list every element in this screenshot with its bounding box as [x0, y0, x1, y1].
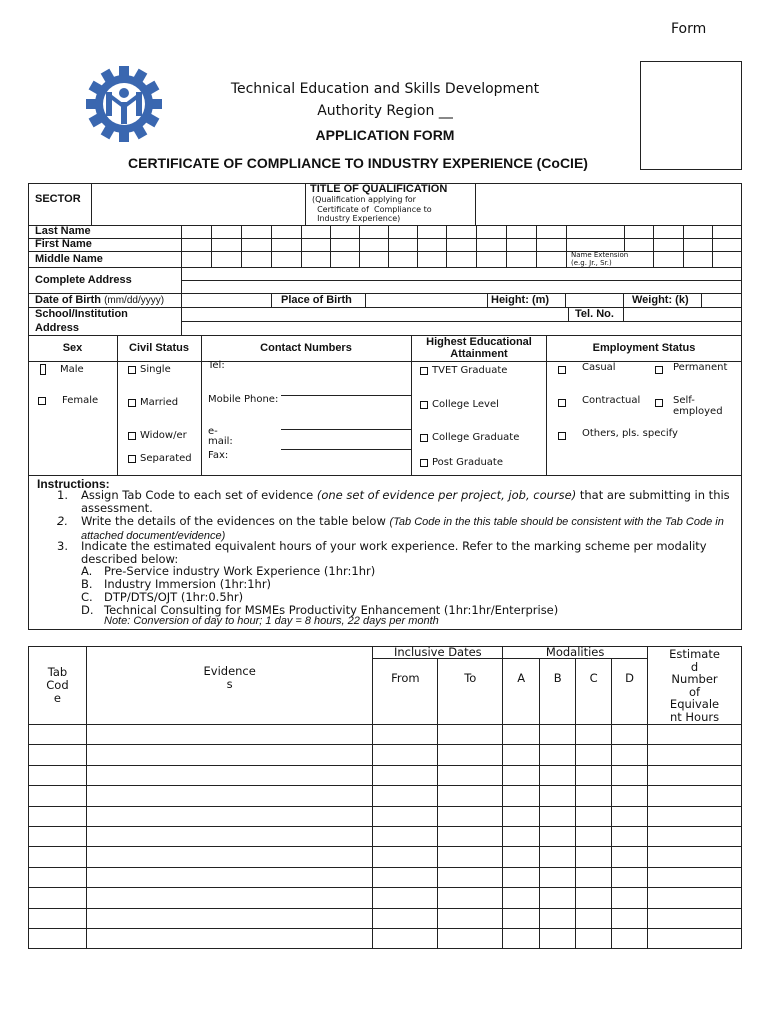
- sector-label: SECTOR: [35, 193, 81, 205]
- evidence-cell[interactable]: [540, 888, 576, 908]
- modality-list: [81, 565, 558, 617]
- photo-box[interactable]: [640, 61, 742, 170]
- evidence-table: [28, 646, 742, 949]
- evidence-cell[interactable]: [648, 725, 742, 745]
- modality-c-text: DTP/DTS/OJT (1hr:0.5hr): [104, 590, 244, 604]
- tesda-logo-icon: [86, 66, 162, 142]
- instruction-3-number: 3.: [57, 539, 68, 553]
- evidence-cell[interactable]: [540, 745, 576, 765]
- email-label: e- mail:: [208, 426, 233, 447]
- mobile-phone-field[interactable]: [281, 395, 411, 396]
- instruction-2-number: 2.: [57, 514, 68, 528]
- place-of-birth-field[interactable]: [366, 294, 487, 307]
- fax-field[interactable]: [281, 449, 411, 450]
- evidence-cell[interactable]: [648, 928, 742, 948]
- evidence-cell[interactable]: [540, 847, 576, 867]
- checkbox-icon: [128, 399, 136, 407]
- tvet-label: TVET Graduate: [432, 365, 508, 376]
- evidence-cell[interactable]: [29, 786, 87, 806]
- evidence-cell[interactable]: [576, 928, 612, 948]
- evidence-cell[interactable]: [86, 725, 373, 745]
- evidence-row: [29, 847, 742, 867]
- evidence-cell[interactable]: [438, 908, 503, 928]
- checkbox-icon: [128, 366, 136, 374]
- height-field[interactable]: [566, 294, 623, 307]
- evidence-row: [29, 908, 742, 928]
- evidence-cell[interactable]: [503, 765, 540, 785]
- widower-label: Widow/er: [140, 430, 187, 441]
- middle-name-label: Middle Name: [35, 253, 103, 265]
- post-graduate-label: Post Graduate: [432, 457, 503, 468]
- evidence-cell[interactable]: [373, 928, 438, 948]
- civil-status-header: Civil Status: [129, 342, 189, 354]
- modality-d-text: Technical Consulting for MSMEs Productivity Enhancement (1hr:1hr/Enterprise): [104, 603, 559, 617]
- modality-d: D. Technical Consulting for MSMEs Productivity Enhancement (1hr:1hr/Enterprise): [81, 603, 559, 617]
- evidence-row: [29, 928, 742, 948]
- evidence-row: [29, 888, 742, 908]
- evidence-cell[interactable]: [86, 765, 373, 785]
- last-name-label: Last Name: [35, 225, 91, 237]
- evidence-row: [29, 765, 742, 785]
- checkbox-icon: [655, 366, 663, 374]
- weight-field[interactable]: [702, 294, 742, 307]
- education-header: Highest Educational Attainment: [426, 336, 532, 360]
- first-name-label: First Name: [35, 238, 92, 250]
- college-level-label: College Level: [432, 399, 499, 410]
- title-of-qualification-label: TITLE OF QUALIFICATION: [310, 183, 448, 195]
- evidence-cell[interactable]: [576, 908, 612, 928]
- evidence-cell[interactable]: [612, 867, 648, 887]
- form-corner-label: Form: [671, 21, 707, 37]
- evidence-cell[interactable]: [503, 725, 540, 745]
- to-header: To: [438, 659, 503, 725]
- evidence-cell[interactable]: [29, 826, 87, 846]
- instruction-3-text: Indicate the estimated equivalent hours of your work experience. Refer to the marking scheme per modality described below:: [81, 539, 707, 566]
- single-label: Single: [140, 364, 171, 375]
- education-option-tvet[interactable]: [420, 365, 507, 376]
- checkbox-icon: [420, 367, 428, 375]
- evidence-cell[interactable]: [29, 745, 87, 765]
- evidence-cell[interactable]: [503, 786, 540, 806]
- evidence-cell[interactable]: [438, 847, 503, 867]
- others-label: Others, pls. specify: [582, 428, 678, 439]
- evidence-cell[interactable]: [540, 806, 576, 826]
- evidence-cell[interactable]: [648, 786, 742, 806]
- title-of-qualification-field[interactable]: [476, 184, 741, 224]
- evidence-cell[interactable]: [648, 847, 742, 867]
- modality-b-text: Industry Immersion (1hr:1hr): [104, 577, 272, 591]
- tel-no-label: Tel. No.: [575, 308, 614, 320]
- mobile-phone-label: Mobile Phone:: [208, 394, 279, 405]
- evidence-cell[interactable]: [503, 888, 540, 908]
- middle-name-field[interactable]: [182, 252, 566, 267]
- evidence-cell[interactable]: [612, 908, 648, 928]
- instruction-2-italic: (Tab Code in the this table should be consistent with the Tab Code in attached document/evidence): [81, 516, 724, 542]
- instruction-1-text-end: that are submitting in this assessment.: [81, 488, 730, 515]
- evidence-cell[interactable]: [86, 888, 373, 908]
- civil-option-separated[interactable]: [128, 453, 192, 464]
- evidence-cell[interactable]: [438, 806, 503, 826]
- evidence-cell[interactable]: [576, 725, 612, 745]
- evidence-cell[interactable]: [86, 826, 373, 846]
- evidence-cell[interactable]: [373, 847, 438, 867]
- evidence-cell[interactable]: [612, 725, 648, 745]
- evidence-row: [29, 867, 742, 887]
- employment-option-casual[interactable]: [558, 362, 616, 374]
- evidence-cell[interactable]: [540, 908, 576, 928]
- complete-address-label: Complete Address: [35, 274, 132, 286]
- instruction-1-number: 1.: [57, 488, 68, 502]
- evidence-cell[interactable]: [503, 826, 540, 846]
- civil-option-widower[interactable]: [128, 430, 187, 441]
- evidence-cell[interactable]: [576, 847, 612, 867]
- dob-format: (mm/dd/yyyy): [104, 295, 165, 306]
- evidence-cell[interactable]: [612, 806, 648, 826]
- permanent-label: Permanent: [673, 362, 728, 373]
- fax-label: Fax:: [208, 450, 229, 461]
- dob-text: Date of Birth: [35, 294, 101, 306]
- checkbox-icon: [558, 366, 566, 374]
- evidence-row: [29, 826, 742, 846]
- evidence-cell[interactable]: [438, 826, 503, 846]
- evidence-cell[interactable]: [503, 806, 540, 826]
- female-label: Female: [62, 395, 99, 406]
- school-address-label: Address: [35, 322, 80, 334]
- casual-label: Casual: [582, 362, 616, 373]
- inclusive-dates-header: Inclusive Dates: [373, 647, 503, 659]
- checkbox-icon: [420, 434, 428, 442]
- sex-option-male[interactable]: [40, 364, 84, 375]
- evidence-cell[interactable]: [503, 847, 540, 867]
- form-title: APPLICATION FORM: [315, 127, 455, 143]
- date-of-birth-field[interactable]: [182, 294, 271, 307]
- evidences-header: Evidence s: [86, 647, 373, 725]
- education-option-post-graduate[interactable]: [420, 457, 503, 468]
- modality-c: C. DTP/DTS/OJT (1hr:0.5hr): [81, 590, 244, 604]
- modalities-header: Modalities: [503, 647, 648, 659]
- sex-option-female[interactable]: [38, 395, 98, 406]
- name-extension-label: Name Extension (e.g. Jr., Sr.): [571, 251, 629, 267]
- evidence-cell[interactable]: [86, 928, 373, 948]
- checkbox-icon: [655, 399, 663, 407]
- evidence-cell[interactable]: [648, 826, 742, 846]
- evidence-cell[interactable]: [576, 745, 612, 765]
- evidence-cell[interactable]: [540, 786, 576, 806]
- evidence-cell[interactable]: [540, 826, 576, 846]
- sector-field[interactable]: [92, 184, 304, 224]
- evidence-cell[interactable]: [503, 867, 540, 887]
- evidence-cell[interactable]: [29, 765, 87, 785]
- form-subtitle: CERTIFICATE OF COMPLIANCE TO INDUSTRY EXPERIENCE (CoCIE): [128, 155, 588, 171]
- org-name-line2: Authority Region __: [317, 103, 453, 119]
- evidence-cell[interactable]: [438, 725, 503, 745]
- evidence-cell[interactable]: [438, 765, 503, 785]
- contact-numbers-header: Contact Numbers: [260, 342, 352, 354]
- evidence-cell[interactable]: [503, 928, 540, 948]
- evidence-cell[interactable]: [29, 847, 87, 867]
- evidence-cell[interactable]: [503, 908, 540, 928]
- instructions-heading: Instructions:: [37, 477, 110, 491]
- checkbox-icon: [38, 397, 46, 405]
- evidence-cell[interactable]: [576, 806, 612, 826]
- weight-label: Weight: (k): [632, 294, 689, 306]
- instruction-2-text: Write the details of the evidences on the table below: [81, 514, 390, 528]
- evidence-cell[interactable]: [438, 786, 503, 806]
- instruction-1: [57, 489, 737, 515]
- email-field[interactable]: [281, 429, 411, 430]
- evidence-cell[interactable]: [86, 908, 373, 928]
- evidence-cell[interactable]: [29, 888, 87, 908]
- school-institution-label: School/Institution: [35, 308, 128, 320]
- instruction-1-italic: (one set of evidence per project, job, course): [316, 488, 577, 502]
- evidence-row: [29, 786, 742, 806]
- tel-no-field[interactable]: [624, 308, 741, 321]
- evidence-cell[interactable]: [503, 745, 540, 765]
- modality-a: A. Pre-Service industry Work Experience (1hr:1hr): [81, 564, 376, 578]
- evidence-row: [29, 806, 742, 826]
- evidence-cell[interactable]: [612, 745, 648, 765]
- evidence-cell[interactable]: [86, 847, 373, 867]
- contractual-label: Contractual: [582, 395, 641, 406]
- separated-label: Separated: [140, 453, 192, 464]
- evidence-row: [29, 745, 742, 765]
- evidence-cell[interactable]: [576, 888, 612, 908]
- date-of-birth-label: [35, 294, 164, 306]
- employment-option-others[interactable]: [558, 428, 678, 440]
- tel-label: Tel:: [208, 360, 225, 371]
- modality-c-header: C: [576, 659, 612, 725]
- checkbox-icon: [420, 401, 428, 409]
- evidence-cell[interactable]: [86, 745, 373, 765]
- evidence-cell[interactable]: [648, 745, 742, 765]
- evidence-cell[interactable]: [29, 867, 87, 887]
- checkbox-icon: [128, 432, 136, 440]
- evidence-cell[interactable]: [86, 867, 373, 887]
- self-employed-label: Self- employed: [673, 395, 723, 417]
- male-label: Male: [60, 364, 84, 375]
- evidence-cell[interactable]: [29, 928, 87, 948]
- evidence-cell[interactable]: [373, 888, 438, 908]
- evidence-cell[interactable]: [540, 867, 576, 887]
- evidence-cell[interactable]: [612, 826, 648, 846]
- evidence-cell[interactable]: [373, 786, 438, 806]
- civil-option-single[interactable]: [128, 364, 171, 375]
- evidence-cell[interactable]: [29, 908, 87, 928]
- complete-address-field[interactable]: [182, 268, 741, 293]
- last-name-field[interactable]: [182, 226, 741, 238]
- checkbox-icon: [128, 455, 136, 463]
- instruction-1-text: Assign Tab Code to each set of evidence: [81, 488, 317, 502]
- evidence-cell[interactable]: [612, 786, 648, 806]
- education-option-college-graduate[interactable]: [420, 432, 519, 443]
- evidence-cell[interactable]: [438, 745, 503, 765]
- civil-option-married[interactable]: [128, 397, 178, 408]
- checkbox-icon: [40, 364, 46, 375]
- evidence-cell[interactable]: [540, 765, 576, 785]
- estimated-hours-header: Estimate d Number of Equivale nt Hours: [648, 647, 742, 725]
- modality-a-text: Pre-Service industry Work Experience (1hr:1hr): [104, 564, 376, 578]
- evidence-cell[interactable]: [373, 725, 438, 745]
- evidence-cell[interactable]: [648, 888, 742, 908]
- modality-b-header: B: [540, 659, 576, 725]
- employment-option-contractual[interactable]: [558, 395, 640, 407]
- title-of-qualification-note: (Qualification applying for Certificate of Compliance to Industry Experience): [312, 195, 432, 223]
- evidence-table-body: [29, 725, 742, 949]
- instruction-3: [57, 540, 737, 566]
- education-option-college-level[interactable]: [420, 399, 499, 410]
- married-label: Married: [140, 397, 179, 408]
- evidence-cell[interactable]: [576, 867, 612, 887]
- evidence-cell[interactable]: [648, 806, 742, 826]
- employment-status-header: Employment Status: [592, 342, 696, 354]
- evidence-cell[interactable]: [438, 928, 503, 948]
- college-graduate-label: College Graduate: [432, 432, 520, 443]
- evidence-cell[interactable]: [612, 847, 648, 867]
- first-name-field[interactable]: [182, 239, 741, 251]
- evidence-cell[interactable]: [576, 826, 612, 846]
- evidence-cell[interactable]: [612, 765, 648, 785]
- checkbox-icon: [420, 459, 428, 467]
- school-institution-field[interactable]: [182, 308, 568, 321]
- evidence-cell[interactable]: [373, 806, 438, 826]
- evidence-cell[interactable]: [648, 908, 742, 928]
- evidence-cell[interactable]: [576, 786, 612, 806]
- evidence-cell[interactable]: [612, 888, 648, 908]
- employment-option-permanent[interactable]: [655, 362, 727, 374]
- evidence-cell[interactable]: [373, 765, 438, 785]
- place-of-birth-label: Place of Birth: [281, 294, 352, 306]
- modality-b: B. Industry Immersion (1hr:1hr): [81, 577, 272, 591]
- evidence-cell[interactable]: [373, 867, 438, 887]
- evidence-cell[interactable]: [540, 928, 576, 948]
- checkbox-icon: [558, 432, 566, 440]
- employment-option-self-employed[interactable]: [655, 395, 723, 417]
- from-header: From: [373, 659, 438, 725]
- evidence-cell[interactable]: [29, 725, 87, 745]
- evidence-cell[interactable]: [648, 867, 742, 887]
- evidence-cell[interactable]: [373, 745, 438, 765]
- school-address-field[interactable]: [182, 322, 741, 335]
- modality-d-header: D: [612, 659, 648, 725]
- sex-header: Sex: [62, 342, 83, 354]
- modality-a-header: A: [503, 659, 540, 725]
- evidence-cell[interactable]: [438, 888, 503, 908]
- checkbox-icon: [558, 399, 566, 407]
- evidence-cell[interactable]: [612, 928, 648, 948]
- evidence-cell[interactable]: [373, 908, 438, 928]
- evidence-cell[interactable]: [576, 765, 612, 785]
- evidence-cell[interactable]: [86, 806, 373, 826]
- evidence-cell[interactable]: [648, 765, 742, 785]
- conversion-note: Note: Conversion of day to hour; 1 day = 8 hours, 22 days per month: [104, 615, 439, 627]
- evidence-cell[interactable]: [86, 786, 373, 806]
- tab-code-header: Tab Cod e: [29, 647, 87, 725]
- evidence-cell[interactable]: [29, 806, 87, 826]
- org-name-line1: Technical Education and Skills Development: [230, 81, 540, 97]
- evidence-row: [29, 725, 742, 745]
- evidence-cell[interactable]: [540, 725, 576, 745]
- evidence-cell[interactable]: [373, 826, 438, 846]
- evidence-cell[interactable]: [438, 867, 503, 887]
- height-label: Height: (m): [491, 294, 550, 306]
